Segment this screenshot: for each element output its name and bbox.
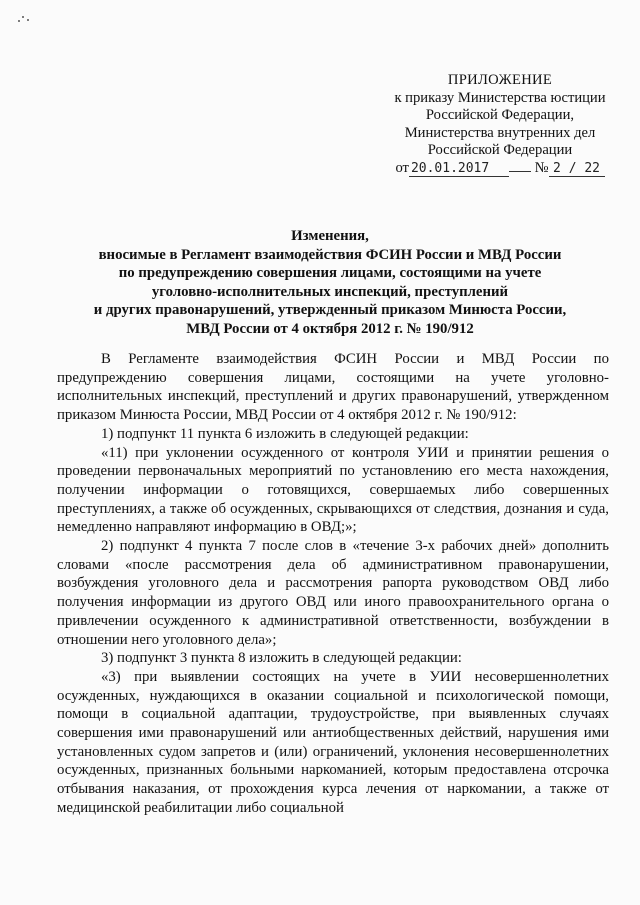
paragraph-intro: В Регламенте взаимодействия ФСИН России и МВД России по предупреждению совершения лицами, состоящими на учете уголовно-исполнительных инспекций, преступлений и других правонарушений, утвержденном приказом Минюста России, МВД России от 4 октября 2012 г. № 190/912: (57, 351, 609, 424)
number-sign: № (534, 159, 549, 176)
paragraph-item-1-text: «11) при уклонении осужденного от контроля УИИ и принятии решения о проведении первоначальных мероприятий по установлению его места нахождения, получении информации о готовящихся, совершаемых либо совершенных преступлениях, а также об осужденных, скрывающихся от следствия, дознания и суда, немедленно направляют информацию в ОВД;»; (57, 444, 609, 536)
title-line: и других правонарушений, утвержденный приказом Минюста России, (93, 302, 567, 319)
scan-speck (22, 16, 24, 18)
order-prefix: от (395, 159, 409, 176)
order-date-blank (509, 171, 531, 172)
title-line: Изменения, (291, 228, 369, 244)
title-line: МВД России от 4 октября 2012 г. № 190/912 (186, 320, 474, 337)
paragraph-item-2: 2) подпункт 4 пункта 7 после слов в «течение 3-х рабочих дней» дополнить словами «после рассмотрения дела об административном правонарушении, возбуждения уголовного дела и рассмотрения рапорта руководством ОВД либо получения информации из другого ОВД или иного правоохранительного органа о привлечении осужденного к административной ответственности, возбуждении в отношении него уголовного дела»; (57, 538, 609, 648)
paragraph-item-3: 3) подпункт 3 пункта 8 изложить в следующей редакции: (101, 650, 462, 667)
scan-speck (27, 19, 29, 21)
appendix-line: к приказу Министерства юстиции (394, 89, 606, 106)
paragraph-item-3-text: «3) при выявлении состоящих на учете в УИИ несовершеннолетних осужденных, нуждающихся в оказании социальной и психологической помощи, помощи в социальной адаптации, трудоустройстве, при выявленных случаях совершения ими правонарушений или антиобщественных действий, нарушения ими установленных судом запретов и (или) ограничений, уклонения несовершеннолетних осужденных, признанных больными наркоманией, которым предоставлена отсрочка отбывания наказания, от прохождения курса лечения от наркомании, а также от медицинской реабилитации либо социальной (57, 668, 609, 816)
title-line: уголовно-исполнительных инспекций, преступлений (151, 283, 509, 300)
title-line: вносимые в Регламент взаимодействия ФСИН России и МВД России (98, 246, 562, 263)
document-body (57, 350, 609, 818)
title-line: по предупреждению совершения лицами, состоящими на учете (118, 265, 542, 282)
scan-speck (18, 20, 20, 22)
appendix-block (384, 72, 616, 178)
appendix-heading: ПРИЛОЖЕНИЕ (447, 72, 553, 88)
order-number: 2 / 22 (549, 162, 605, 177)
appendix-line: Министерства внутренних дел (404, 124, 596, 141)
order-reference (384, 160, 616, 178)
appendix-line: Российской Федерации, (425, 107, 575, 124)
appendix-line: Российской Федерации (427, 142, 573, 159)
paragraph-item-1: 1) подпункт 11 пункта 6 изложить в следующей редакции: (101, 425, 469, 442)
order-date: 20.01.2017 (409, 162, 509, 177)
scan-specks (18, 14, 38, 24)
document-title (70, 227, 590, 339)
